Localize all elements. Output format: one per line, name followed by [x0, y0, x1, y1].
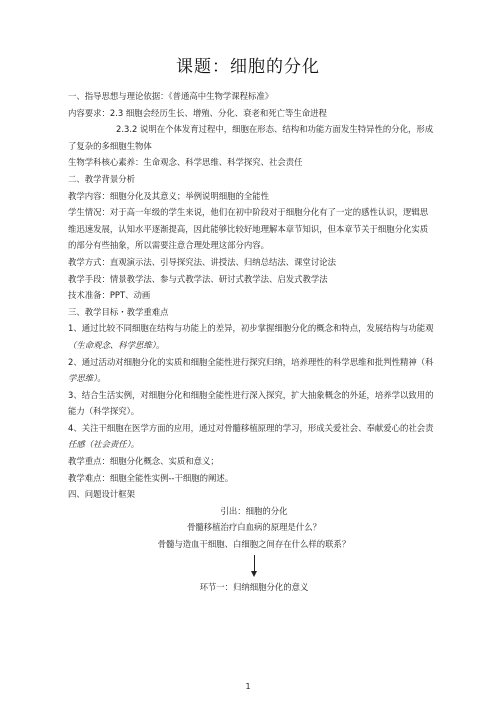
objective-item: 学思维）。	[68, 373, 106, 384]
flow-item: 骨髓移植治疗白血病的原理是什么？	[187, 522, 321, 533]
paragraph: 2.3.2 说明在个体发育过程中，细胞在形态、结构和功能方面发生特异性的分化，形成	[116, 124, 434, 135]
section-heading: 四、问题设计框架	[68, 489, 135, 500]
section-heading: 二、教学背景分析	[68, 173, 135, 184]
paragraph: 了复杂的多细胞生物体	[68, 140, 152, 151]
paragraph: 教学难点：细胞全能性实例--干细胞的阐述。	[68, 472, 234, 483]
paragraph: 教学内容：细胞分化及其意义；举例说明细胞的全能性	[68, 190, 269, 201]
section-heading: 一、指导思想与理论依据：《普通高中生物学课程标准》	[68, 91, 274, 101]
section-heading: 三、教学目标・教学重难点	[68, 306, 169, 317]
objective-item: 3、结合生活实例，对细胞分化和细胞全能性进行深入探究，扩大抽象概念的外延，培养学以致用的	[68, 389, 434, 400]
paragraph: 学生情况：对于高一年级的学生来说，他们在初中阶段对于细胞分化有了一定的感性认识，逻辑思	[68, 207, 429, 218]
document-body	[68, 88, 440, 595]
paragraph: 生物学科核心素养：生命观念、科学思维、科学探究、社会责任	[68, 157, 303, 168]
paragraph: 内容要求：2.3 细胞会经历生长、增殖、分化、衰老和死亡等生命进程	[68, 107, 327, 118]
objective-item: 1、通过比较不同细胞在结构与功能上的差异，初步掌握细胞分化的概念和特点，发展结构与功能观	[68, 323, 434, 334]
question-framework	[68, 503, 440, 595]
paragraph: 教学重点：细胞分化概念、实质和意义；	[68, 456, 219, 467]
down-arrow-icon	[68, 553, 440, 579]
paragraph: 维迅速发展，认知水平逐渐提高，因此能够比较好地理解本章节知识，但本章节关于细胞分化实质	[68, 223, 429, 234]
paragraph: 技术准备：PPT、动画	[68, 290, 151, 301]
objective-item: 任感（社会责任）。	[68, 439, 140, 450]
flow-item: 环节一：归纳细胞分化的意义	[199, 581, 309, 592]
objective-item: 能力（科学探究）。	[68, 406, 140, 417]
flow-item: 骨髓与造血干细胞、白细胞之间存在什么样的联系？	[157, 539, 351, 550]
paragraph: 教学方式：直观演示法、引导探究法、讲授法、归纳总结法、课堂讨论法	[68, 256, 336, 267]
objective-item: 2、通过活动对细胞分化的实质和细胞全能性进行探究归纳，培养理性的科学思维和批判性精神（科	[68, 356, 434, 367]
page-number: 1	[245, 682, 251, 691]
objective-item: （生命观念、科学思维）。	[68, 339, 165, 350]
flow-item: 引出：细胞的分化	[220, 505, 288, 516]
page-title: 课题：细胞的分化	[176, 57, 320, 77]
objective-item: 4、关注干细胞在医学方面的应用，通过对骨髓移植原理的学习，形成关爱社会、奉献爱心的社会责	[68, 422, 434, 433]
paragraph: 教学手段：情景教学法、参与式教学法、研讨式教学法、启发式教学法	[68, 273, 328, 284]
paragraph: 的部分有些抽象，所以需要注意合理处理这部分内容。	[68, 240, 269, 251]
